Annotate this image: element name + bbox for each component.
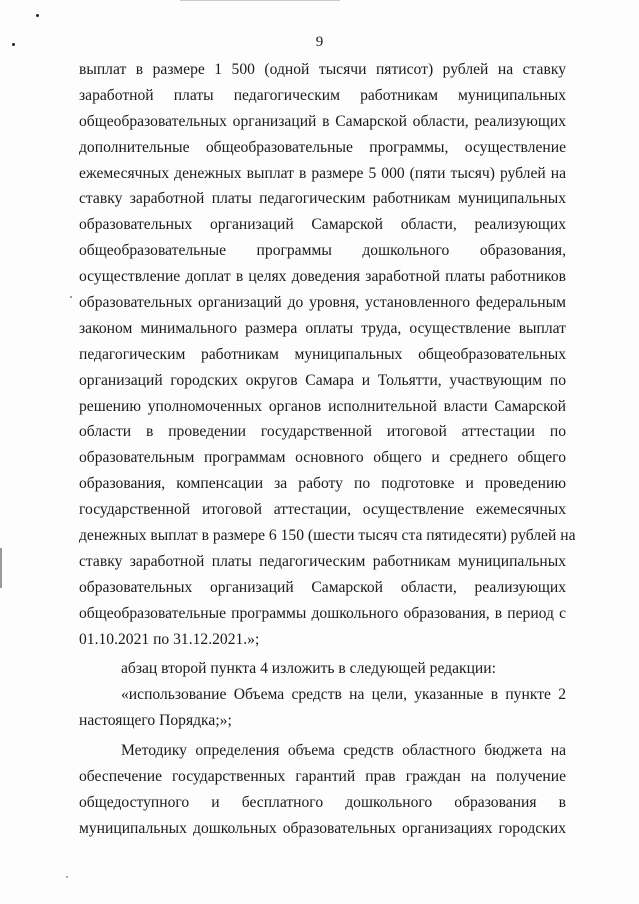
- scan-edge-mark: [180, 0, 340, 1]
- text-line: решению уполномоченных органов исполнительной власти Самарской: [79, 397, 566, 415]
- text-line: абзац второй пункта 4 изложить в следующей редакции:: [121, 660, 496, 678]
- text-line: общеобразовательные программы дошкольного образования,: [79, 242, 566, 260]
- text-line: государственной итоговой аттестации, осуществление ежемесячных: [79, 501, 566, 519]
- text-line: педагогическим работникам муниципальных общеобразовательных: [79, 345, 566, 363]
- text-line: организаций городских округов Самара и Тольятти, участвующим по: [79, 371, 566, 389]
- text-line: выплат в размере 1 500 (одной тысячи пятисот) рублей на ставку: [79, 61, 566, 78]
- text-line: образовательных организаций до уровня, установленного федеральным: [79, 294, 566, 312]
- body-text: [79, 57, 576, 842]
- scan-speck: [66, 876, 68, 878]
- text-line: дополнительные общеобразовательные программы, осуществление: [79, 138, 566, 156]
- text-line: образовательным программам основного общего и среднего общего: [79, 449, 566, 467]
- text-line: 01.10.2021 по 31.12.2021.»;: [79, 630, 260, 648]
- text-line: законом минимального размера оплаты труда, осуществление выплат: [79, 319, 566, 337]
- text-line: области в проведении государственной итоговой аттестации по: [79, 423, 566, 441]
- scan-speck: [70, 296, 72, 298]
- text-line: общедоступного и бесплатного дошкольного образования в: [79, 793, 566, 811]
- text-line: денежных выплат в размере 6 150 (шести тысяч ста пятидесяти) рублей на: [79, 527, 576, 545]
- text-line: ежемесячных денежных выплат в размере 5 000 (пяти тысяч) рублей на: [79, 164, 566, 182]
- text-line: заработной платы педагогическим работникам муниципальных: [79, 86, 566, 104]
- text-line: обеспечение государственных гарантий прав граждан на получение: [79, 768, 566, 786]
- scan-speck: [12, 43, 15, 46]
- text-line: Методику определения объема средств областного бюджета на: [121, 742, 566, 760]
- text-line: образования, компенсации за работу по подготовке и проведению: [79, 475, 566, 493]
- page-number: 9: [315, 34, 324, 50]
- text-line: ставку заработной платы педагогическим работникам муниципальных: [79, 552, 566, 570]
- text-line: образовательных организаций Самарской области, реализующих: [79, 578, 566, 596]
- text-line: муниципальных дошкольных образовательных организациях городских: [79, 819, 566, 837]
- text-line: образовательных организаций Самарской области, реализующих: [79, 216, 566, 234]
- text-line: общеобразовательных организаций в Самарской области, реализующих: [79, 112, 566, 130]
- scan-speck: [36, 14, 39, 17]
- text-line: осуществление доплат в целях доведения заработной платы работников: [79, 268, 566, 286]
- text-line: «использование Объема средств на цели, указанные в пункте 2: [121, 686, 566, 704]
- text-line: настоящего Порядка;»;: [79, 712, 232, 730]
- scan-edge-mark: [0, 548, 2, 588]
- text-line: общеобразовательные программы дошкольного образования, в период с: [79, 604, 566, 622]
- text-line: ставку заработной платы педагогическим работникам муниципальных: [79, 190, 566, 208]
